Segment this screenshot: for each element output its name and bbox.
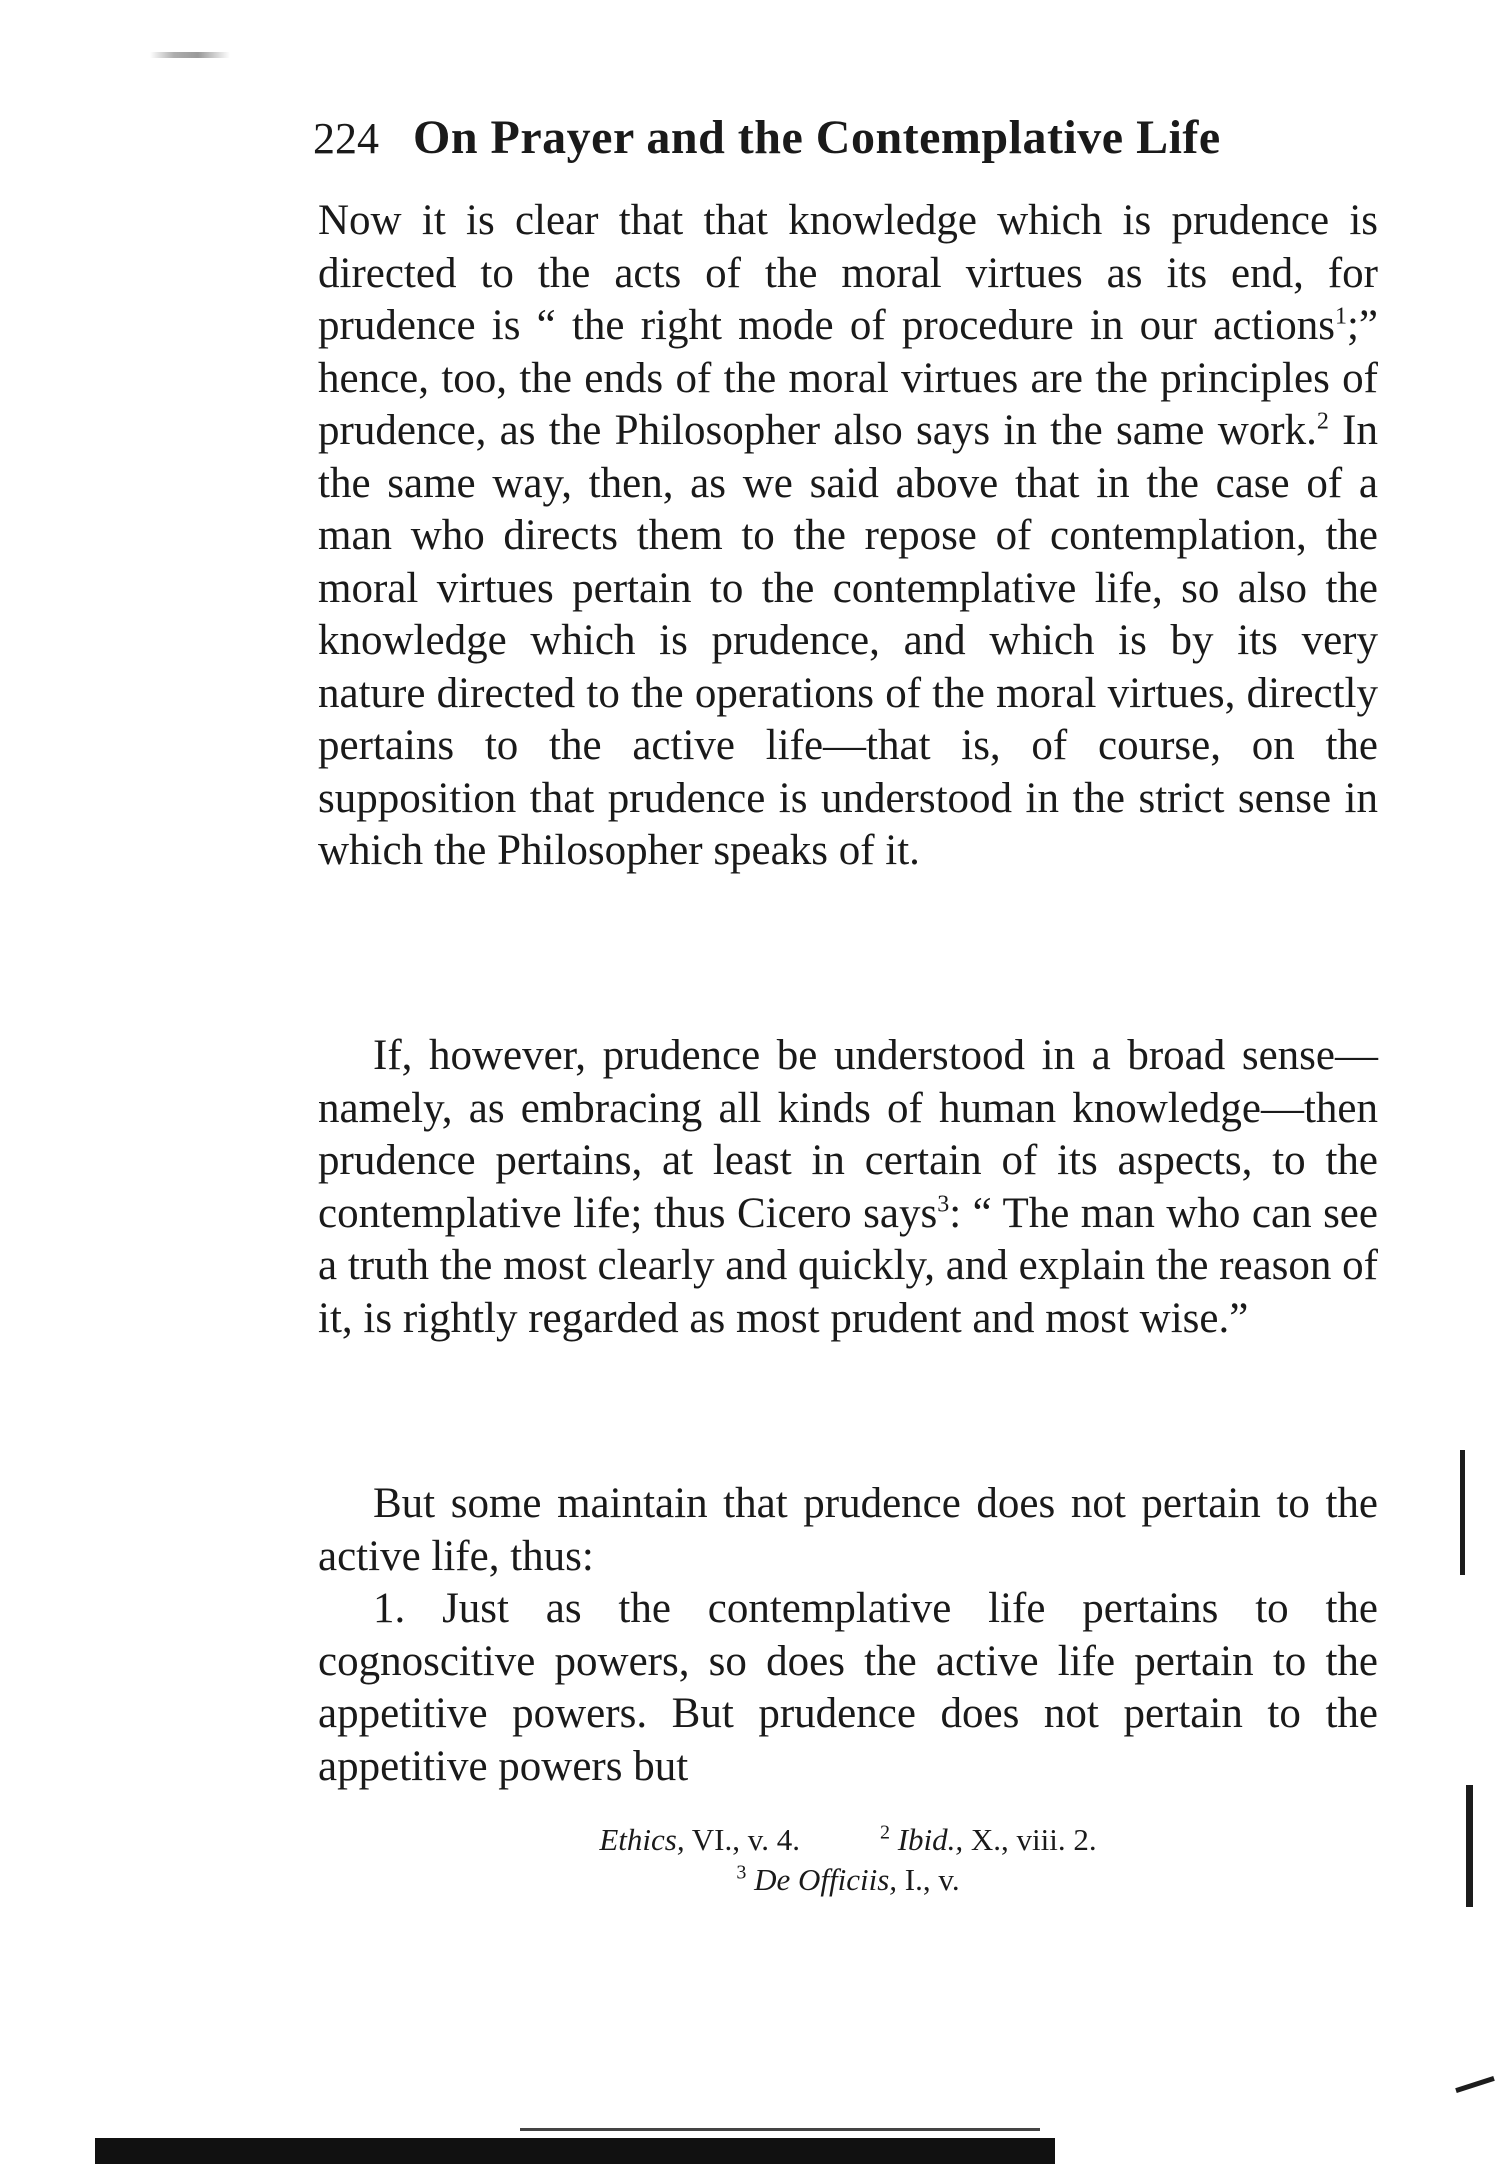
paragraph-3-text: But some maintain that prudence does not pertain to the active life, thus: [318, 1480, 1378, 1580]
paragraph-2-text-b: : “ The man who can see a truth the most clearly and quickly, and explain the reason of it, is rightly regarded as most prudent and most wise.” [318, 1189, 1378, 1342]
scan-edge-line [520, 2128, 1040, 2131]
footnote-2-ref: X., viii. 2. [963, 1822, 1097, 1857]
footnote-ref-1: 1 [1334, 303, 1347, 330]
paragraph-1-text-a: Now it is clear that that knowledge which is prudence is directed to the acts of the moral virtues as its end, for prudence is “ the right mode of procedure in our actions [318, 197, 1378, 349]
paragraph-4 [318, 1583, 1378, 1793]
scan-edge-bar [95, 2138, 1055, 2164]
margin-mark-upper [1460, 1450, 1465, 1575]
paragraph-1 [318, 195, 1378, 878]
footnote-ref-2: 2 [1316, 408, 1329, 435]
paragraph-1-text-b: ;” hence, too, the ends of the moral virtues are the principles of prudence, as the Philosopher also says in the same work. [318, 302, 1378, 454]
footnote-row-2 [318, 1860, 1378, 1900]
paragraph-2-text-a: If, however, prudence be understood in a broad sense—namely, as embracing all kinds of human knowledge—then prudence pertains, at least in certain of its aspects, to the contemplative life; thus Cicero says [318, 1032, 1378, 1237]
footnote-2 [880, 1820, 1097, 1860]
page-title: On Prayer and the Contemplative Life [413, 111, 1221, 164]
footnote-3 [736, 1860, 959, 1900]
paragraph-3 [318, 1478, 1378, 1583]
paragraph-1-text-c: In the same way, then, as we said above that in the case of a man who directs them to the repose of contemplation, the moral virtues pertain to the contemplative life, so also the knowledge which is prudence, and which is by its very nature directed to the operations of the moral virtues, directly pertains to the active life—that is, of course, on the supposition that prudence is understood in the strict sense in which the Philosopher speaks of it. [318, 407, 1378, 874]
footnotes [318, 1820, 1378, 1900]
footnote-ref-3: 3 [937, 1191, 950, 1218]
footnote-3-work: De Officiis, [754, 1862, 898, 1897]
footnote-1 [599, 1820, 800, 1860]
footnote-1-ref: VI., v. 4. [684, 1822, 800, 1857]
footnote-3-mark: 3 [736, 1861, 747, 1884]
page-number: 224 [313, 114, 379, 163]
paragraph-4-text: 1. Just as the contemplative life pertains to the cognoscitive powers, so does the active life pertain to the appetitive powers. But prudence does not pertain to the appetitive powers but [318, 1585, 1378, 1790]
margin-mark-lower [1466, 1785, 1473, 1907]
footnote-row-1 [318, 1820, 1378, 1860]
paragraph-2 [318, 1030, 1378, 1345]
footnote-3-ref: I., v. [897, 1862, 960, 1897]
footnote-1-work: Ethics, [599, 1822, 685, 1857]
footnote-2-mark: 2 [879, 1821, 890, 1844]
running-head [313, 110, 1353, 167]
margin-mark-corner [1455, 2076, 1495, 2093]
footnote-2-work: Ibid., [897, 1822, 964, 1857]
scan-artifact [150, 52, 230, 58]
